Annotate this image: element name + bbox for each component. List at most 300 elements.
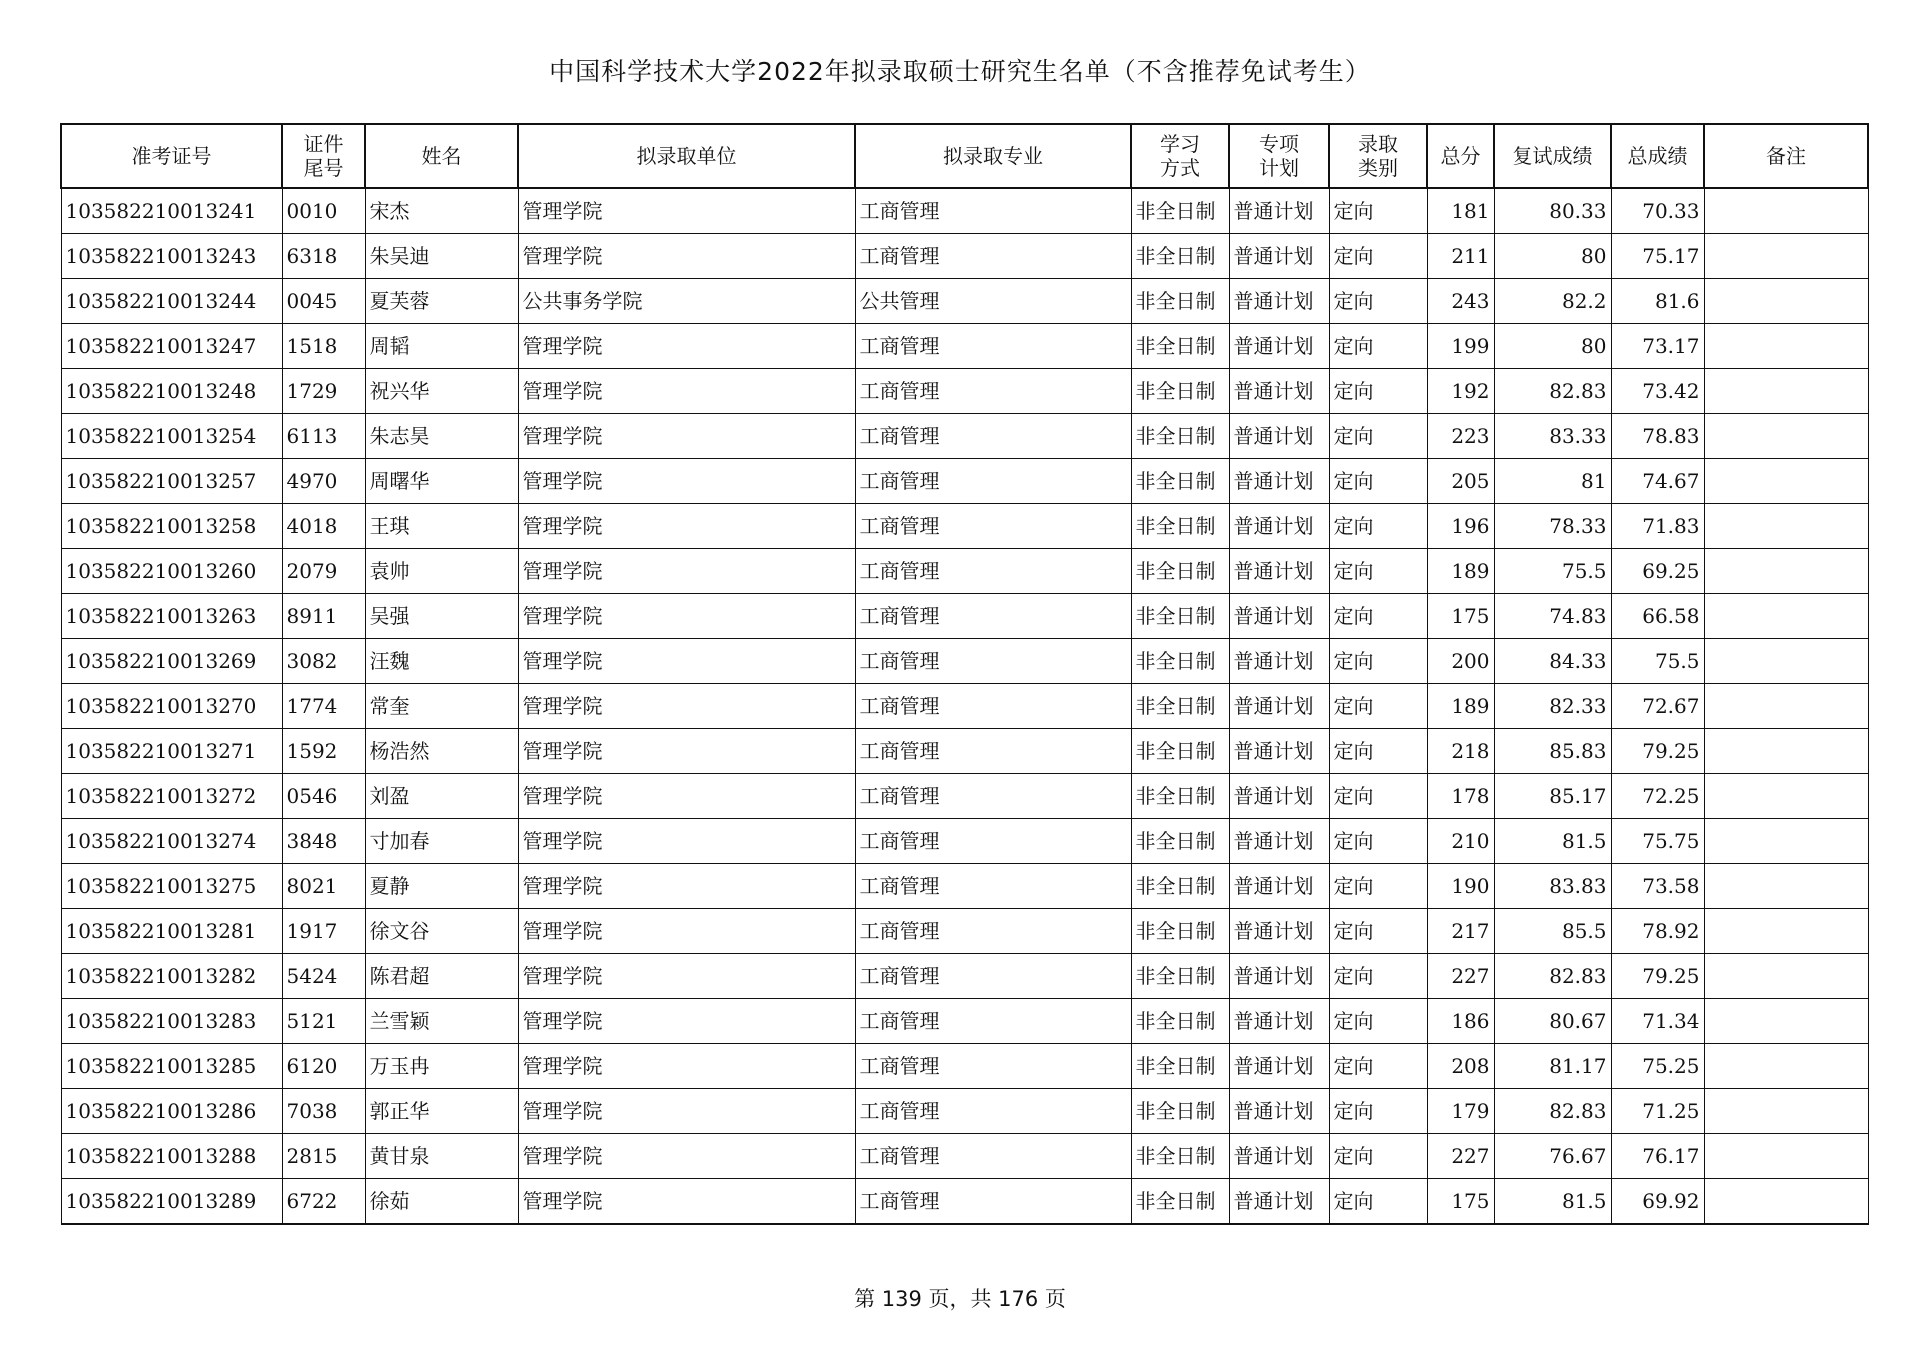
cell-retest-score: 80	[1494, 324, 1611, 369]
cell-unit: 管理学院	[518, 819, 855, 864]
cell-special-plan: 普通计划	[1229, 1179, 1329, 1225]
cell-final-score: 70.33	[1611, 188, 1704, 234]
cell-unit: 管理学院	[518, 729, 855, 774]
cell-total-score: 227	[1427, 954, 1494, 999]
cell-note	[1704, 684, 1868, 729]
cell-total-score: 211	[1427, 234, 1494, 279]
cell-unit: 管理学院	[518, 369, 855, 414]
cell-special-plan: 普通计划	[1229, 954, 1329, 999]
cell-major: 工商管理	[855, 594, 1131, 639]
table-body	[61, 188, 1868, 1224]
cell-major: 工商管理	[855, 549, 1131, 594]
cell-note	[1704, 1044, 1868, 1089]
cell-retest-score: 81.17	[1494, 1044, 1611, 1089]
cell-retest-score: 80.33	[1494, 188, 1611, 234]
table-row	[61, 999, 1868, 1044]
cell-id-tail: 6113	[282, 414, 365, 459]
cell-id-tail: 4970	[282, 459, 365, 504]
cell-total-score: 192	[1427, 369, 1494, 414]
cell-special-plan: 普通计划	[1229, 639, 1329, 684]
cell-final-score: 71.83	[1611, 504, 1704, 549]
cell-note	[1704, 1089, 1868, 1134]
cell-note	[1704, 188, 1868, 234]
cell-special-plan: 普通计划	[1229, 729, 1329, 774]
cell-name: 杨浩然	[365, 729, 518, 774]
cell-unit: 管理学院	[518, 684, 855, 729]
cell-retest-score: 74.83	[1494, 594, 1611, 639]
cell-unit: 公共事务学院	[518, 279, 855, 324]
cell-name: 刘盈	[365, 774, 518, 819]
cell-final-score: 69.25	[1611, 549, 1704, 594]
cell-study-mode: 非全日制	[1131, 1089, 1229, 1134]
cell-unit: 管理学院	[518, 1089, 855, 1134]
cell-total-score: 175	[1427, 1179, 1494, 1225]
cell-note	[1704, 504, 1868, 549]
cell-study-mode: 非全日制	[1131, 1179, 1229, 1225]
cell-name: 夏芙蓉	[365, 279, 518, 324]
cell-category: 定向	[1329, 729, 1427, 774]
cell-category: 定向	[1329, 864, 1427, 909]
cell-final-score: 69.92	[1611, 1179, 1704, 1225]
cell-retest-score: 82.83	[1494, 954, 1611, 999]
table-row	[61, 774, 1868, 819]
cell-special-plan: 普通计划	[1229, 549, 1329, 594]
cell-final-score: 72.67	[1611, 684, 1704, 729]
cell-study-mode: 非全日制	[1131, 864, 1229, 909]
cell-total-score: 178	[1427, 774, 1494, 819]
cell-unit: 管理学院	[518, 324, 855, 369]
cell-special-plan: 普通计划	[1229, 504, 1329, 549]
table-row	[61, 729, 1868, 774]
cell-special-plan: 普通计划	[1229, 594, 1329, 639]
cell-category: 定向	[1329, 459, 1427, 504]
cell-special-plan: 普通计划	[1229, 1089, 1329, 1134]
cell-category: 定向	[1329, 774, 1427, 819]
cell-total-score: 186	[1427, 999, 1494, 1044]
cell-retest-score: 83.83	[1494, 864, 1611, 909]
cell-note	[1704, 819, 1868, 864]
cell-final-score: 71.25	[1611, 1089, 1704, 1134]
cell-id-tail: 1774	[282, 684, 365, 729]
cell-study-mode: 非全日制	[1131, 954, 1229, 999]
cell-exam-id: 103582210013269	[61, 639, 282, 684]
cell-study-mode: 非全日制	[1131, 819, 1229, 864]
cell-total-score: 208	[1427, 1044, 1494, 1089]
cell-name: 寸加春	[365, 819, 518, 864]
cell-major: 工商管理	[855, 369, 1131, 414]
cell-category: 定向	[1329, 1044, 1427, 1089]
cell-study-mode: 非全日制	[1131, 369, 1229, 414]
table-row	[61, 1134, 1868, 1179]
cell-name: 万玉冉	[365, 1044, 518, 1089]
cell-exam-id: 103582210013257	[61, 459, 282, 504]
cell-unit: 管理学院	[518, 459, 855, 504]
cell-total-score: 227	[1427, 1134, 1494, 1179]
cell-major: 工商管理	[855, 414, 1131, 459]
cell-total-score: 217	[1427, 909, 1494, 954]
cell-major: 工商管理	[855, 864, 1131, 909]
cell-id-tail: 4018	[282, 504, 365, 549]
cell-total-score: 243	[1427, 279, 1494, 324]
cell-total-score: 196	[1427, 504, 1494, 549]
cell-total-score: 218	[1427, 729, 1494, 774]
cell-name: 王琪	[365, 504, 518, 549]
cell-study-mode: 非全日制	[1131, 639, 1229, 684]
cell-unit: 管理学院	[518, 549, 855, 594]
cell-category: 定向	[1329, 324, 1427, 369]
table-row	[61, 369, 1868, 414]
cell-category: 定向	[1329, 234, 1427, 279]
cell-special-plan: 普通计划	[1229, 909, 1329, 954]
table-row	[61, 684, 1868, 729]
cell-id-tail: 6722	[282, 1179, 365, 1225]
cell-note	[1704, 954, 1868, 999]
cell-major: 工商管理	[855, 459, 1131, 504]
cell-exam-id: 103582210013274	[61, 819, 282, 864]
cell-name: 汪魏	[365, 639, 518, 684]
cell-unit: 管理学院	[518, 864, 855, 909]
cell-id-tail: 2815	[282, 1134, 365, 1179]
cell-special-plan: 普通计划	[1229, 999, 1329, 1044]
cell-note	[1704, 549, 1868, 594]
cell-special-plan: 普通计划	[1229, 684, 1329, 729]
cell-study-mode: 非全日制	[1131, 504, 1229, 549]
cell-final-score: 79.25	[1611, 729, 1704, 774]
cell-unit: 管理学院	[518, 594, 855, 639]
cell-special-plan: 普通计划	[1229, 279, 1329, 324]
cell-unit: 管理学院	[518, 234, 855, 279]
cell-note	[1704, 369, 1868, 414]
cell-unit: 管理学院	[518, 1179, 855, 1225]
cell-retest-score: 82.2	[1494, 279, 1611, 324]
cell-special-plan: 普通计划	[1229, 1044, 1329, 1089]
cell-major: 工商管理	[855, 684, 1131, 729]
cell-category: 定向	[1329, 504, 1427, 549]
cell-unit: 管理学院	[518, 188, 855, 234]
header-note: 备注	[1704, 124, 1868, 188]
cell-major: 工商管理	[855, 774, 1131, 819]
cell-id-tail: 1729	[282, 369, 365, 414]
table-row	[61, 234, 1868, 279]
cell-total-score: 175	[1427, 594, 1494, 639]
cell-retest-score: 84.33	[1494, 639, 1611, 684]
cell-final-score: 72.25	[1611, 774, 1704, 819]
cell-special-plan: 普通计划	[1229, 369, 1329, 414]
cell-unit: 管理学院	[518, 414, 855, 459]
cell-category: 定向	[1329, 954, 1427, 999]
cell-retest-score: 85.17	[1494, 774, 1611, 819]
header-name: 姓名	[365, 124, 518, 188]
cell-special-plan: 普通计划	[1229, 324, 1329, 369]
cell-note	[1704, 1179, 1868, 1225]
cell-exam-id: 103582210013272	[61, 774, 282, 819]
cell-id-tail: 0546	[282, 774, 365, 819]
cell-id-tail: 8021	[282, 864, 365, 909]
cell-retest-score: 78.33	[1494, 504, 1611, 549]
cell-major: 公共管理	[855, 279, 1131, 324]
table-row	[61, 864, 1868, 909]
table-row	[61, 414, 1868, 459]
cell-study-mode: 非全日制	[1131, 414, 1229, 459]
cell-note	[1704, 639, 1868, 684]
cell-study-mode: 非全日制	[1131, 234, 1229, 279]
cell-name: 周韬	[365, 324, 518, 369]
cell-major: 工商管理	[855, 1134, 1131, 1179]
cell-study-mode: 非全日制	[1131, 459, 1229, 504]
cell-name: 袁帅	[365, 549, 518, 594]
cell-id-tail: 6318	[282, 234, 365, 279]
cell-exam-id: 103582210013288	[61, 1134, 282, 1179]
cell-special-plan: 普通计划	[1229, 459, 1329, 504]
cell-total-score: 199	[1427, 324, 1494, 369]
cell-exam-id: 103582210013289	[61, 1179, 282, 1225]
cell-unit: 管理学院	[518, 999, 855, 1044]
cell-id-tail: 7038	[282, 1089, 365, 1134]
cell-special-plan: 普通计划	[1229, 819, 1329, 864]
cell-study-mode: 非全日制	[1131, 1134, 1229, 1179]
cell-id-tail: 0045	[282, 279, 365, 324]
cell-category: 定向	[1329, 279, 1427, 324]
cell-final-score: 75.25	[1611, 1044, 1704, 1089]
cell-retest-score: 82.83	[1494, 1089, 1611, 1134]
cell-final-score: 76.17	[1611, 1134, 1704, 1179]
header-final-score: 总成绩	[1611, 124, 1704, 188]
cell-major: 工商管理	[855, 188, 1131, 234]
cell-name: 朱志昊	[365, 414, 518, 459]
cell-retest-score: 81	[1494, 459, 1611, 504]
table-row	[61, 819, 1868, 864]
cell-study-mode: 非全日制	[1131, 324, 1229, 369]
table-row	[61, 594, 1868, 639]
cell-note	[1704, 1134, 1868, 1179]
cell-retest-score: 83.33	[1494, 414, 1611, 459]
cell-final-score: 73.17	[1611, 324, 1704, 369]
cell-major: 工商管理	[855, 639, 1131, 684]
cell-study-mode: 非全日制	[1131, 999, 1229, 1044]
cell-total-score: 189	[1427, 549, 1494, 594]
header-retest-score: 复试成绩	[1494, 124, 1611, 188]
cell-unit: 管理学院	[518, 909, 855, 954]
cell-major: 工商管理	[855, 729, 1131, 774]
cell-total-score: 223	[1427, 414, 1494, 459]
cell-major: 工商管理	[855, 1089, 1131, 1134]
cell-note	[1704, 909, 1868, 954]
cell-name: 吴强	[365, 594, 518, 639]
cell-id-tail: 1518	[282, 324, 365, 369]
cell-retest-score: 80.67	[1494, 999, 1611, 1044]
cell-final-score: 78.92	[1611, 909, 1704, 954]
cell-exam-id: 103582210013258	[61, 504, 282, 549]
cell-category: 定向	[1329, 1179, 1427, 1225]
cell-name: 兰雪颖	[365, 999, 518, 1044]
cell-name: 常奎	[365, 684, 518, 729]
table-row	[61, 1179, 1868, 1225]
cell-exam-id: 103582210013260	[61, 549, 282, 594]
cell-category: 定向	[1329, 999, 1427, 1044]
cell-id-tail: 3848	[282, 819, 365, 864]
cell-special-plan: 普通计划	[1229, 188, 1329, 234]
cell-name: 徐文谷	[365, 909, 518, 954]
cell-retest-score: 82.83	[1494, 369, 1611, 414]
cell-retest-score: 81.5	[1494, 1179, 1611, 1225]
cell-final-score: 81.6	[1611, 279, 1704, 324]
cell-study-mode: 非全日制	[1131, 684, 1229, 729]
cell-special-plan: 普通计划	[1229, 864, 1329, 909]
cell-note	[1704, 774, 1868, 819]
header-total-score: 总分	[1427, 124, 1494, 188]
header-major: 拟录取专业	[855, 124, 1131, 188]
table-header	[61, 124, 1868, 188]
cell-retest-score: 76.67	[1494, 1134, 1611, 1179]
cell-special-plan: 普通计划	[1229, 1134, 1329, 1179]
cell-retest-score: 85.5	[1494, 909, 1611, 954]
cell-major: 工商管理	[855, 1044, 1131, 1089]
table-row	[61, 188, 1868, 234]
cell-final-score: 75.17	[1611, 234, 1704, 279]
cell-name: 郭正华	[365, 1089, 518, 1134]
table-row	[61, 1089, 1868, 1134]
header-study-mode: 学习 方式	[1131, 124, 1229, 188]
cell-category: 定向	[1329, 549, 1427, 594]
admission-table	[60, 123, 1869, 1225]
cell-note	[1704, 414, 1868, 459]
cell-id-tail: 0010	[282, 188, 365, 234]
cell-exam-id: 103582210013254	[61, 414, 282, 459]
cell-unit: 管理学院	[518, 1044, 855, 1089]
cell-total-score: 200	[1427, 639, 1494, 684]
cell-major: 工商管理	[855, 234, 1131, 279]
table-row	[61, 549, 1868, 594]
cell-study-mode: 非全日制	[1131, 774, 1229, 819]
cell-exam-id: 103582210013282	[61, 954, 282, 999]
cell-exam-id: 103582210013248	[61, 369, 282, 414]
cell-exam-id: 103582210013271	[61, 729, 282, 774]
table-row	[61, 1044, 1868, 1089]
cell-exam-id: 103582210013275	[61, 864, 282, 909]
cell-retest-score: 85.83	[1494, 729, 1611, 774]
cell-category: 定向	[1329, 819, 1427, 864]
cell-total-score: 181	[1427, 188, 1494, 234]
header-id-tail: 证件 尾号	[282, 124, 365, 188]
cell-special-plan: 普通计划	[1229, 774, 1329, 819]
cell-name: 陈君超	[365, 954, 518, 999]
cell-major: 工商管理	[855, 819, 1131, 864]
cell-category: 定向	[1329, 1089, 1427, 1134]
cell-category: 定向	[1329, 188, 1427, 234]
cell-study-mode: 非全日制	[1131, 594, 1229, 639]
cell-special-plan: 普通计划	[1229, 234, 1329, 279]
table-row	[61, 504, 1868, 549]
cell-category: 定向	[1329, 909, 1427, 954]
cell-retest-score: 75.5	[1494, 549, 1611, 594]
cell-id-tail: 5121	[282, 999, 365, 1044]
cell-study-mode: 非全日制	[1131, 909, 1229, 954]
cell-final-score: 71.34	[1611, 999, 1704, 1044]
cell-note	[1704, 594, 1868, 639]
cell-major: 工商管理	[855, 999, 1131, 1044]
cell-exam-id: 103582210013244	[61, 279, 282, 324]
cell-category: 定向	[1329, 369, 1427, 414]
cell-id-tail: 6120	[282, 1044, 365, 1089]
cell-note	[1704, 729, 1868, 774]
cell-final-score: 74.67	[1611, 459, 1704, 504]
cell-total-score: 210	[1427, 819, 1494, 864]
cell-category: 定向	[1329, 1134, 1427, 1179]
cell-name: 宋杰	[365, 188, 518, 234]
table-row	[61, 324, 1868, 369]
cell-category: 定向	[1329, 639, 1427, 684]
cell-id-tail: 1917	[282, 909, 365, 954]
cell-major: 工商管理	[855, 1179, 1131, 1225]
table-row	[61, 909, 1868, 954]
cell-category: 定向	[1329, 684, 1427, 729]
cell-note	[1704, 234, 1868, 279]
cell-total-score: 179	[1427, 1089, 1494, 1134]
cell-exam-id: 103582210013241	[61, 188, 282, 234]
cell-name: 祝兴华	[365, 369, 518, 414]
cell-exam-id: 103582210013270	[61, 684, 282, 729]
cell-retest-score: 82.33	[1494, 684, 1611, 729]
cell-id-tail: 5424	[282, 954, 365, 999]
header-exam-id: 准考证号	[61, 124, 282, 188]
cell-unit: 管理学院	[518, 954, 855, 999]
cell-note	[1704, 324, 1868, 369]
cell-exam-id: 103582210013281	[61, 909, 282, 954]
cell-major: 工商管理	[855, 909, 1131, 954]
cell-major: 工商管理	[855, 504, 1131, 549]
cell-exam-id: 103582210013283	[61, 999, 282, 1044]
table-row	[61, 639, 1868, 684]
cell-name: 周曙华	[365, 459, 518, 504]
cell-category: 定向	[1329, 594, 1427, 639]
cell-retest-score: 81.5	[1494, 819, 1611, 864]
cell-total-score: 205	[1427, 459, 1494, 504]
cell-id-tail: 8911	[282, 594, 365, 639]
cell-category: 定向	[1329, 414, 1427, 459]
cell-total-score: 190	[1427, 864, 1494, 909]
cell-major: 工商管理	[855, 954, 1131, 999]
table-row	[61, 954, 1868, 999]
page-title: 中国科学技术大学2022年拟录取硕士研究生名单（不含推荐免试考生）	[549, 57, 1371, 86]
cell-exam-id: 103582210013247	[61, 324, 282, 369]
cell-name: 徐茹	[365, 1179, 518, 1225]
cell-total-score: 189	[1427, 684, 1494, 729]
cell-note	[1704, 999, 1868, 1044]
cell-unit: 管理学院	[518, 639, 855, 684]
cell-name: 朱吴迪	[365, 234, 518, 279]
cell-final-score: 78.83	[1611, 414, 1704, 459]
cell-study-mode: 非全日制	[1131, 729, 1229, 774]
table-row	[61, 279, 1868, 324]
cell-id-tail: 1592	[282, 729, 365, 774]
cell-id-tail: 3082	[282, 639, 365, 684]
table-row	[61, 459, 1868, 504]
cell-exam-id: 103582210013263	[61, 594, 282, 639]
cell-name: 夏静	[365, 864, 518, 909]
cell-special-plan: 普通计划	[1229, 414, 1329, 459]
cell-study-mode: 非全日制	[1131, 188, 1229, 234]
header-special-plan: 专项 计划	[1229, 124, 1329, 188]
cell-id-tail: 2079	[282, 549, 365, 594]
cell-note	[1704, 459, 1868, 504]
cell-exam-id: 103582210013286	[61, 1089, 282, 1134]
cell-study-mode: 非全日制	[1131, 279, 1229, 324]
cell-major: 工商管理	[855, 324, 1131, 369]
cell-note	[1704, 864, 1868, 909]
cell-unit: 管理学院	[518, 504, 855, 549]
cell-name: 黄甘泉	[365, 1134, 518, 1179]
header-unit: 拟录取单位	[518, 124, 855, 188]
